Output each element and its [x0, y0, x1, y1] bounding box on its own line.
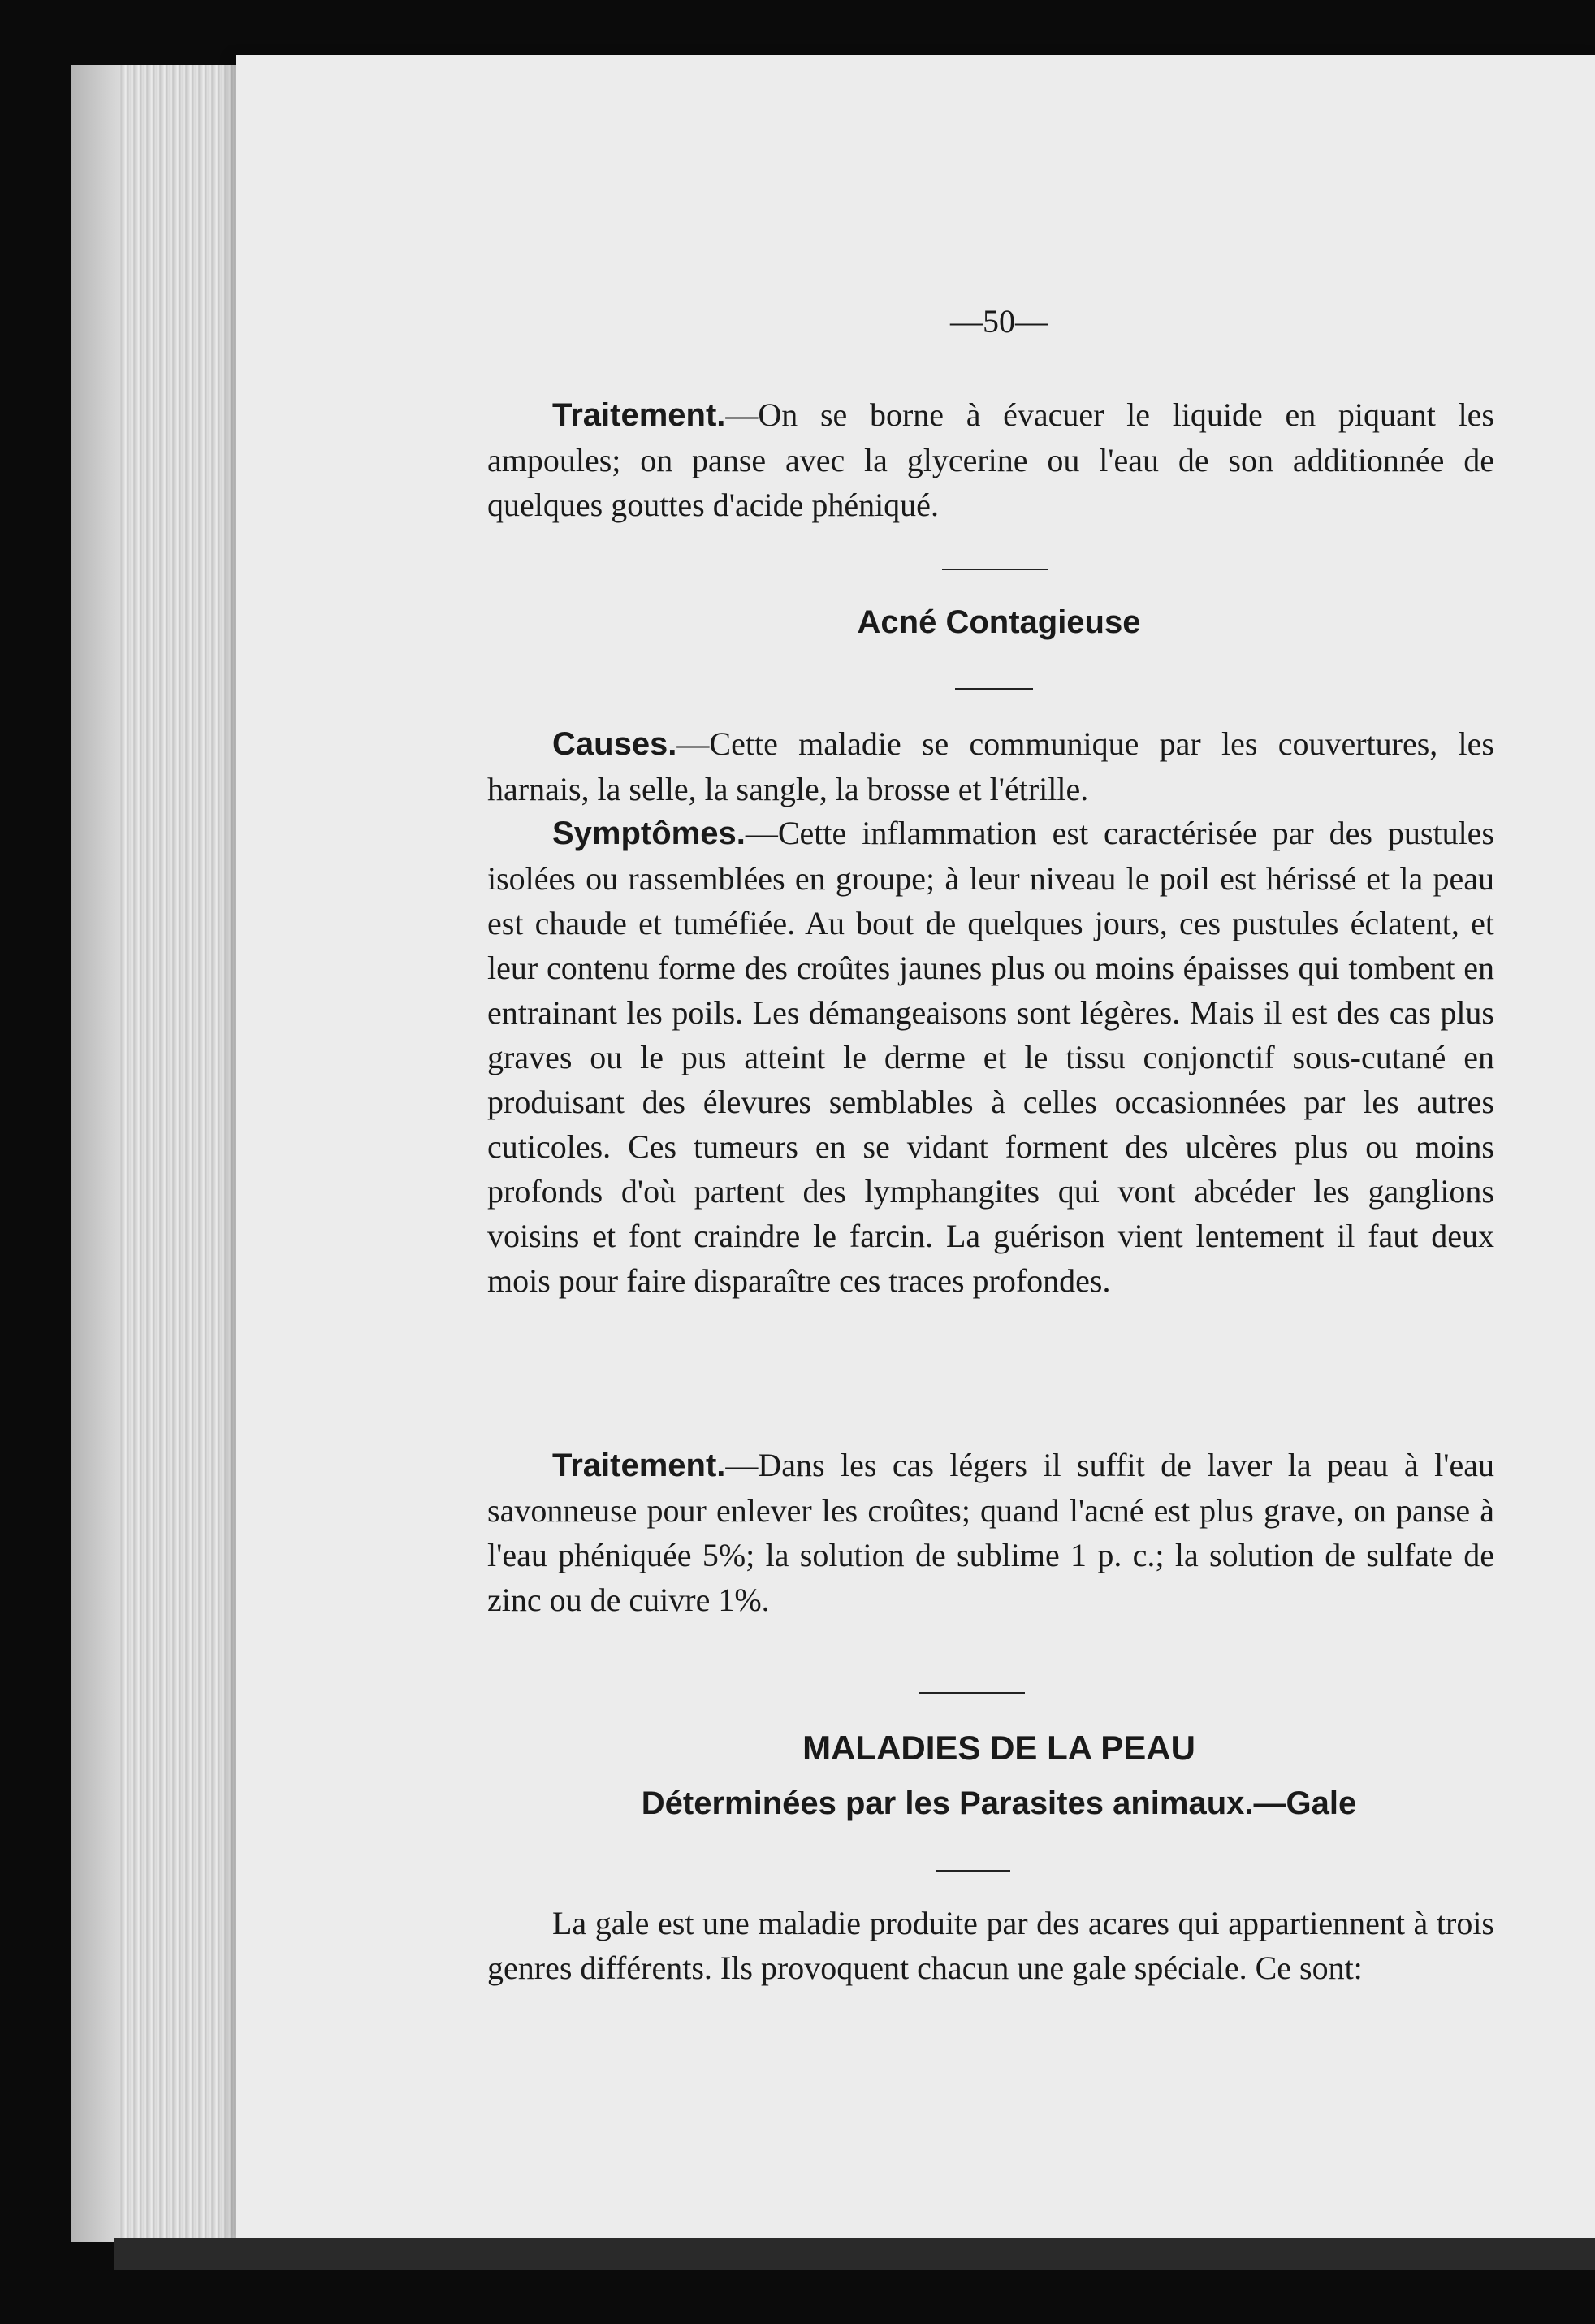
- paragraph-text: —Dans les cas légers il suffit de laver la peau à l'eau savonneuse pour enlever les croûtes; quand l'acné est plus grave, on panse à l'eau phéniquée 5%; la solution de sublime 1 p. c.; la solution de sulfate de zinc ou de cuivre 1%.: [487, 1447, 1494, 1618]
- paragraph-text: La gale est une maladie produite par des acares qui appartiennent à trois genres différents. Ils provoquent chacun une gale spéciale. Ce sont:: [487, 1905, 1494, 1986]
- paragraph-traitement-1: [487, 392, 1494, 527]
- page-number: —50—: [950, 303, 1048, 340]
- paragraph-text: —Cette inflammation est caractérisée par des pustules isolées ou rassemblées en groupe; à leur niveau le poil est hérissé et la peau est chaude et tuméfiée. Au bout de quelques jours, ces pustules éclatent, et leur contenu forme des croûtes jaunes plus ou moins épaisses qui tombent en entrainant les poils. Les démangeaisons sont légères. Mais il est des cas plus graves ou le pus atteint le derme et le tissu conjonctif sous-cutané en produisant des élevures semblables à celles occasionnées par les autres cuticoles. Ces tumeurs en se vidant forment des ulcères plus ou moins profonds d'où partent des lymphangites qui vont abcéder les ganglions voisins et font craindre le farcin. La guérison vient lentement il faut deux mois pour faire disparaître ces traces profondes.: [487, 815, 1494, 1299]
- section-divider: [919, 1692, 1025, 1694]
- paragraph-lead: Traitement.: [552, 1448, 726, 1483]
- section-divider: [942, 569, 1048, 570]
- paragraph-symptomes: [487, 811, 1494, 1303]
- paragraph-lead: Causes.: [552, 726, 677, 762]
- section-divider: [955, 688, 1033, 690]
- section-title-maladies: MALADIES DE LA PEAU: [802, 1729, 1195, 1767]
- section-title-acne: Acné Contagieuse: [857, 604, 1141, 640]
- paragraph-text: —On se borne à évacuer le liquide en piquant les ampoules; on panse avec la glycerine ou l'eau de son additionnée de quelques gouttes d'acide phéniqué.: [487, 396, 1494, 523]
- paragraph-lead: Symptômes.: [552, 816, 746, 851]
- paragraph-lead: Traitement.: [552, 397, 726, 433]
- section-subtitle-parasites: Déterminées par les Parasites animaux.—Gale: [641, 1785, 1357, 1821]
- section-divider: [936, 1870, 1010, 1872]
- paragraph-causes: [487, 721, 1494, 811]
- paragraph-text: —Cette maladie se communique par les couvertures, les harnais, la selle, la sangle, la brosse et l'étrille.: [487, 725, 1494, 807]
- page-bottom-shadow: [114, 2238, 1595, 2270]
- paragraph-gale: [487, 1901, 1494, 1990]
- paragraph-traitement-2: [487, 1443, 1494, 1622]
- book-page-edges: [71, 65, 258, 2242]
